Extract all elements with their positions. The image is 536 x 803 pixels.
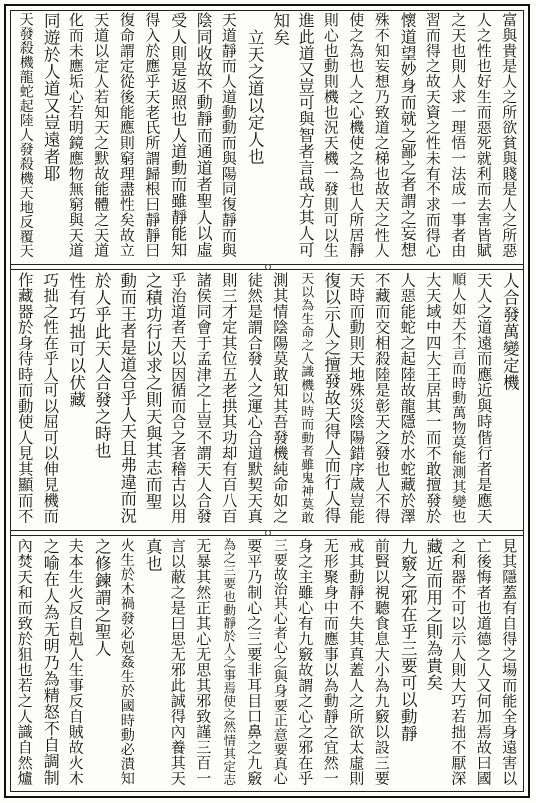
text-column: 之利器不可以示人則大巧若拙不厭深 [449,538,468,786]
text-column: 戒其動靜不失其真蓋人之所欲太虛則 [347,538,366,786]
text-column: 使之為也人之心機使之為也人所居靜 [347,12,366,258]
text-column: 徒然是謂合發人之運心合道默契天真 [245,272,264,524]
text-column: 復命謂定從後能應則窮理盡性矣故立 [117,12,136,258]
text-column: 動而王者是道合乎人天且弗違而況 [117,272,137,524]
text-column: 陰同收故不動靜而通道者聖人以虛 [194,12,214,258]
text-column: 進此道又豈可與智者言哉方其人可 [296,12,316,258]
text-column: 則三才定其位五老拱其功却有百八百 [219,272,238,524]
text-column: 前賢以視聽食息大小為九竅以設三要 [372,538,391,786]
text-column: 之積功行以求之則天與其志而聖 [143,272,163,510]
text-column: 諸侯同會于孟津之上豈不謂天人合發 [194,272,213,524]
text-column: 乎治道者天以因循而合之者稽古以用 [168,272,187,524]
fold-mark-upper [265,264,271,270]
text-column: 天人之道遠而應近與時偕行者是應天 [474,272,493,524]
text-column: 懷道望妙身而就之鄙之者謂之妄想 [398,12,418,258]
text-column: 內焚天和而致於狙也若之人識自然爐 [15,538,34,786]
text-column: 三要故治其心者心之與身要正意要真心 [271,538,288,786]
text-column: 測其情陰陽莫敢知其吾發機純命如之 [270,272,289,524]
text-column: 真也 [143,538,163,572]
fold-mark-lower [265,530,271,536]
text-column: 得入於應乎天老氏所謂歸根曰靜靜曰 [143,12,162,258]
text-column: 同遊於人道又豈遠者耶 [41,12,61,182]
text-column: 言以蔽之是曰思无邪此誠得內養其天 [168,538,187,786]
text-panel-bottom [12,538,522,790]
text-column: 火生於木禍發必剋姦生於國時動必潰知 [118,538,135,786]
text-column: 於人乎此天人合發之時也 [92,272,112,459]
text-column: 知矣 [270,12,290,46]
text-column: 夫本生火反自剋人生事反自賊故火木 [66,538,85,786]
text-column: 亡後悔者也道德之人又何加焉故曰國 [474,538,493,786]
text-column: 天以為生命之人識機以時而動者雖鬼神莫敢 [298,272,314,524]
text-column: 復以示人之擅發故天得人而行人得 [321,272,341,524]
text-column: 天時而動則天地殊災陰陽錯序歲豈能 [347,272,366,524]
text-column: 身之主雖心有九竅故謂之心之邪在乎 [296,538,315,786]
text-column: 受人則是返照也人道動而雖靜能知 [168,12,188,258]
text-column: 天道靜而人道動動而與陽同復靜而與 [219,12,238,258]
text-column: 无形聚身中而應事以為動靜之宜然一 [321,538,340,786]
text-column: 化而未應垢心若明鏡應物無窮與天道 [66,12,85,258]
text-column: 為之三要也動靜於人之事焉使之然情其定志 [221,538,237,786]
text-column: 人之性也好生而惡死就利而去害皆賦 [474,12,493,258]
text-column: 殊不知妄想乃致道之梯也故天之性人 [372,12,391,258]
text-column: 天發殺機龍蛇起陸人發殺機天地反覆天 [16,12,33,258]
text-column: 習而得之故天資之性未有不求而得心 [423,12,442,258]
text-column: 人惡能蛇之起陸故龍隱於水蛇藏於澤 [398,272,417,524]
text-column: 大天域中四大王居其一而不敢擅發於 [423,272,442,524]
text-column: 富與貴是人之所欲貧與賤是人之所惡 [500,12,519,258]
text-column: 立天之道以定人也 [245,12,265,165]
text-column: 巧拙之性在乎人可以屈可以伸見機而 [41,272,60,524]
text-column: 之天也則人求一理悟一法成一事者由 [449,12,468,258]
text-panel-top [12,12,522,262]
text-column: 不藏而交相殺陸是彰天之發也人不得 [372,272,391,524]
text-column: 則心也動則機也況天機一發則可以生 [321,12,340,258]
text-column: 人合發萬變定機 [500,272,520,391]
text-column: 无暴其然正其心无思其邪致謹三百一 [194,538,213,786]
text-column: 要平乃制心之三要非耳目口鼻之九竅 [245,538,264,786]
text-column: 藏近而用之則為貴矣 [423,538,443,691]
text-column: 性有巧拙可以伏藏 [66,272,86,408]
text-column: 之修鍊謂之聖人 [92,538,112,657]
text-column: 見其隱蓋有自得之場而能全身遠害以 [500,538,519,786]
text-column: 順人如天不言而時動萬物莫能測其變也 [450,272,467,524]
text-column: 天道以定人若知天之默故能體之天道 [92,12,111,258]
text-column: 之喻在人為无明乃為精怒不自調制 [41,538,61,786]
text-column: 九竅之邪在乎三要可以動靜 [398,538,418,742]
text-panel-middle [12,272,522,528]
text-column: 作藏器於身待時而動使人見其顯而不 [15,272,34,524]
